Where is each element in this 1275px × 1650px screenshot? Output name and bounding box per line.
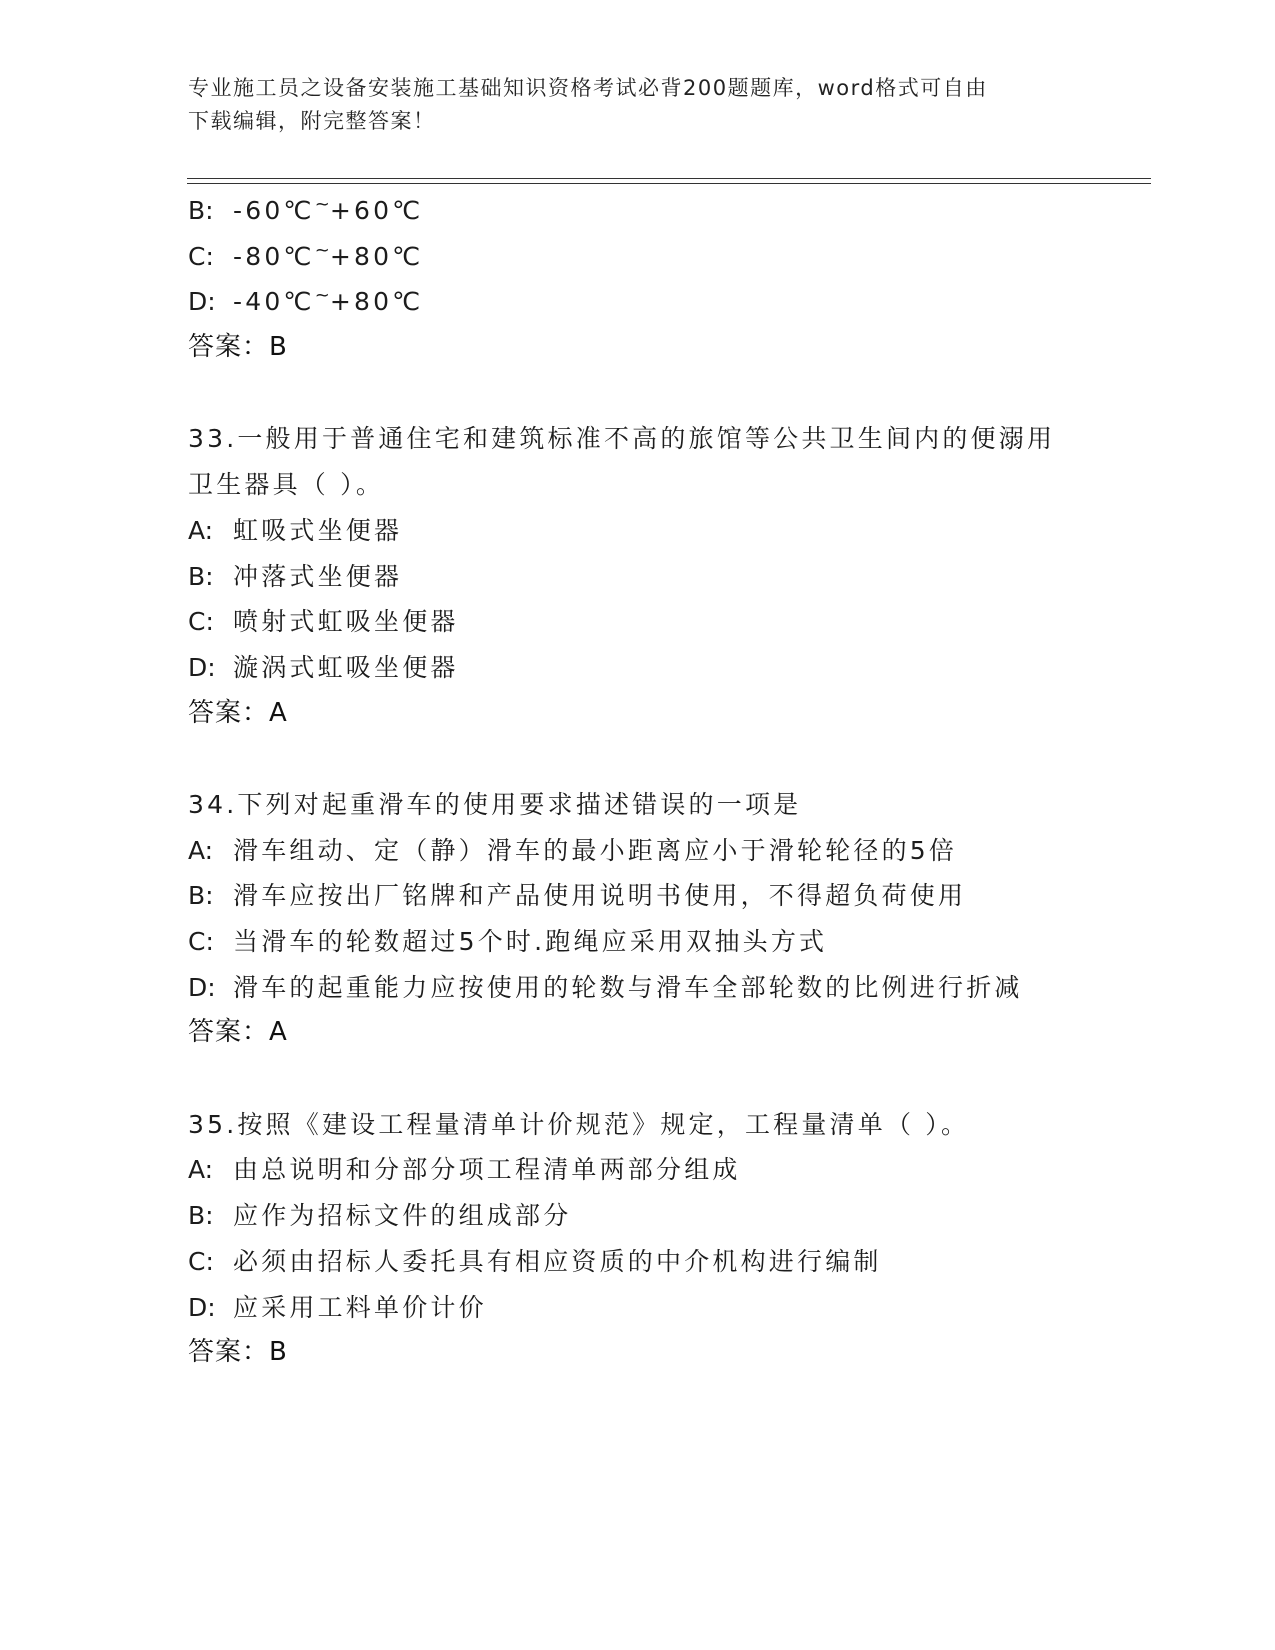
option-line xyxy=(188,599,1148,645)
question-text: 35.按照《建设工程量清单计价规范》规定，工程量清单（ ）。 xyxy=(188,1109,970,1139)
option-letter: C: xyxy=(188,241,214,271)
option-text: 虹吸式坐便器 xyxy=(233,515,403,545)
option-range-start: -80℃ xyxy=(233,241,315,271)
option-line xyxy=(188,1285,1148,1331)
option-letter: B: xyxy=(188,881,214,911)
option-letter: D: xyxy=(188,972,216,1002)
option-letter: C: xyxy=(188,927,214,956)
option-line xyxy=(188,1239,1148,1285)
header-divider-top xyxy=(187,178,1151,179)
spacer xyxy=(188,1056,1148,1102)
option-letter: A: xyxy=(188,1155,214,1185)
option-line xyxy=(188,645,1148,691)
option-line xyxy=(188,508,1148,554)
header-line-2: 下载编辑，附完整答案！ xyxy=(188,109,436,133)
option-letter: B: xyxy=(188,1201,214,1231)
option-text: 漩涡式虹吸坐便器 xyxy=(233,652,459,682)
option-text: 应作为招标文件的组成部分 xyxy=(233,1201,572,1231)
question-34 xyxy=(188,782,1148,1056)
option-range-end: +80℃ xyxy=(329,241,424,271)
option-line xyxy=(188,1147,1148,1193)
question-33 xyxy=(188,416,1148,736)
option-letter: D: xyxy=(188,287,216,317)
tilde-symbol: ~ xyxy=(314,239,330,261)
question-content xyxy=(188,188,1148,1376)
option-letter: B: xyxy=(188,561,214,591)
option-letter: A: xyxy=(188,515,214,545)
option-line xyxy=(188,234,1148,280)
option-line xyxy=(188,965,1148,1011)
document-header xyxy=(188,72,1068,138)
spacer xyxy=(188,736,1148,782)
option-line xyxy=(188,279,1148,325)
question-35 xyxy=(188,1102,1148,1376)
option-text: 滑车应按出厂铭牌和产品使用说明书使用，不得超负荷使用 xyxy=(233,881,967,911)
answer-line: 答案：B xyxy=(188,1337,288,1368)
option-letter: D: xyxy=(188,1292,216,1322)
option-range-end: +80℃ xyxy=(329,287,424,317)
option-text: 必须由招标人委托具有相应资质的中介机构进行编制 xyxy=(233,1246,882,1276)
option-text: 当滑车的轮数超过5个时.跑绳应采用双抽头方式 xyxy=(233,927,828,956)
option-text: 滑车的起重能力应按使用的轮数与滑车全部轮数的比例进行折减 xyxy=(233,972,1023,1002)
option-line xyxy=(188,873,1148,919)
option-text: 应采用工料单价计价 xyxy=(233,1292,487,1322)
option-text: 由总说明和分部分项工程清单两部分组成 xyxy=(233,1155,741,1185)
option-range-start: -40℃ xyxy=(233,287,315,317)
option-range-end: +60℃ xyxy=(329,196,424,225)
spacer xyxy=(188,371,1148,417)
option-letter: B: xyxy=(188,196,214,225)
option-line xyxy=(188,1193,1148,1239)
question-text: 33.一般用于普通住宅和建筑标准不高的旅馆等公共卫生间内的便溺用 xyxy=(188,424,1056,454)
partial-question xyxy=(188,188,1148,371)
tilde-symbol: ~ xyxy=(314,285,330,307)
answer-line: 答案：B xyxy=(188,332,288,363)
answer-line: 答案：A xyxy=(188,697,288,728)
option-letter: A: xyxy=(188,835,214,865)
option-letter: D: xyxy=(188,652,216,682)
option-line xyxy=(188,828,1148,874)
option-line xyxy=(188,919,1148,965)
option-letter: C: xyxy=(188,1246,214,1276)
tilde-symbol: ~ xyxy=(314,194,330,215)
option-text: 冲落式坐便器 xyxy=(233,561,403,591)
option-text: 喷射式虹吸坐便器 xyxy=(233,607,459,637)
option-range-start: -60℃ xyxy=(233,196,315,225)
question-text: 34.下列对起重滑车的使用要求描述错误的一项是 xyxy=(188,789,802,819)
option-line xyxy=(188,554,1148,600)
header-line-1: 专业施工员之设备安装施工基础知识资格考试必背200题题库，word格式可自由 xyxy=(188,76,988,100)
answer-line: 答案：A xyxy=(188,1017,288,1048)
option-letter: C: xyxy=(188,607,214,637)
option-line xyxy=(188,188,1148,234)
question-text: 卫生器具（ ）。 xyxy=(188,470,385,500)
header-divider-bottom xyxy=(187,183,1151,184)
option-text: 滑车组动、定（静）滑车的最小距离应小于滑轮轮径的5倍 xyxy=(233,835,958,865)
